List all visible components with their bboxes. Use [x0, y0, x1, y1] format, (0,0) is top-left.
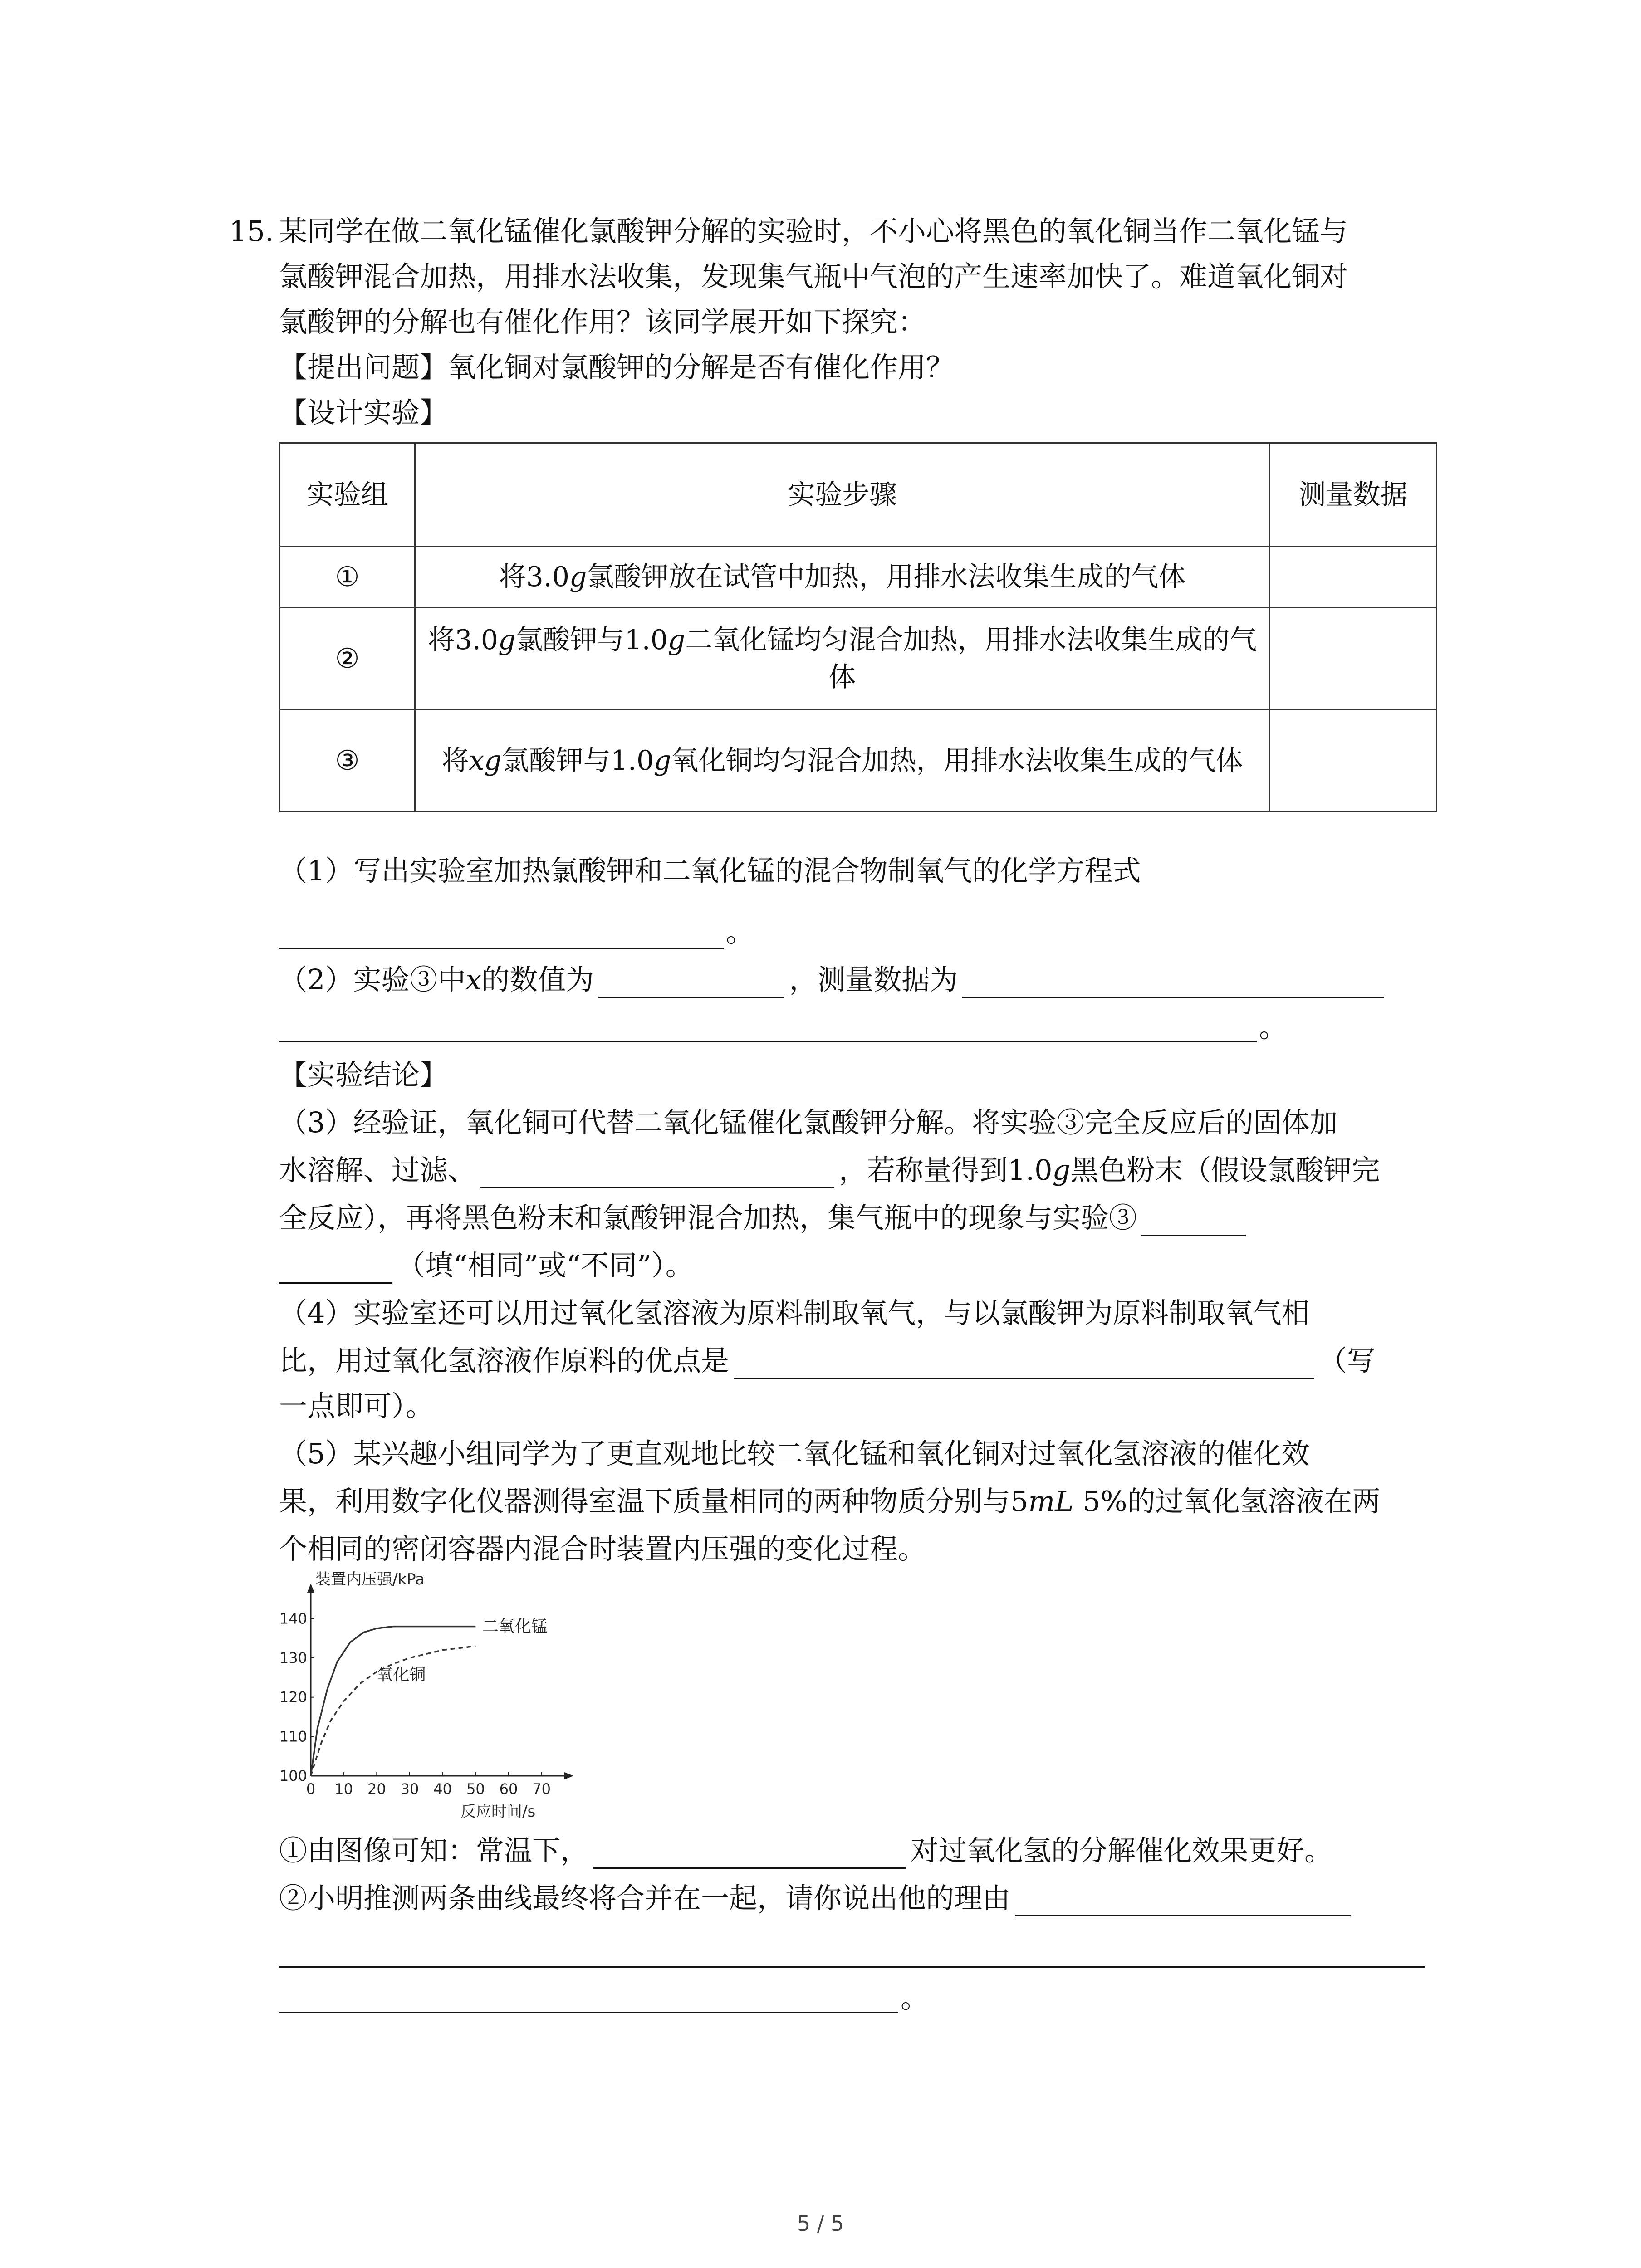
q3-line-1: （3）经验证，氧化铜可代替二氧化锰催化氯酸钾分解。将实验③完全反应后的固体加 [279, 1106, 1338, 1139]
header-data: 测量数据 [1270, 443, 1437, 547]
row-step: 将3.0g氯酸钾与1.0g二氧化锰均匀混合加热，用排水法收集生成的气体 [415, 608, 1270, 710]
q2-end: 。 [1259, 1011, 1288, 1044]
x-tick-label: 50 [466, 1780, 485, 1798]
intro-line-2: 氯酸钾混合加热，用排水法收集，发现集气瓶中气泡的产生速率加快了。难道氧化铜对 [279, 260, 1348, 293]
design-heading: 【设计实验】 [279, 396, 448, 429]
x-axis-label: 反应时间/s [460, 1803, 536, 1821]
q5-reason-blank-line2[interactable] [279, 1966, 1425, 1968]
row-id: ③ [280, 710, 415, 812]
y-tick-label: 110 [279, 1728, 307, 1745]
header-group: 实验组 [280, 443, 415, 547]
intro-line-1: 某同学在做二氧化锰催化氯酸钾分解的实验时，不小心将黑色的氧化铜当作二氧化锰与 [279, 215, 1348, 248]
q1-text: （1）写出实验室加热氯酸钾和二氧化锰的混合物制氧气的化学方程式 [279, 854, 1141, 887]
intro-line-3: 氯酸钾的分解也有催化作用？该同学展开如下探究： [279, 305, 926, 338]
row-data-cell[interactable] [1270, 710, 1437, 812]
x-axis-arrow [564, 1772, 573, 1779]
header-steps: 实验步骤 [415, 443, 1270, 547]
q2-data-blank-line2[interactable] [279, 1041, 1257, 1042]
table-row [280, 710, 1437, 812]
y-tick-label: 100 [279, 1767, 307, 1784]
x-tick-label: 70 [532, 1780, 551, 1798]
q2-data-blank[interactable] [962, 965, 1384, 998]
q3-operation-blank[interactable] [480, 1155, 834, 1188]
row-step: 将3.0g氯酸钾放在试管中加热，用排水法收集生成的气体 [415, 547, 1270, 608]
y-axis-arrow [307, 1584, 314, 1593]
series-label: 氧化铜 [377, 1666, 426, 1684]
q1-answer-blank[interactable] [279, 948, 724, 949]
x-tick-label: 0 [306, 1780, 316, 1798]
pressure-time-chart [272, 1567, 590, 1821]
q4-line-2: 比，用过氧化氢溶液作原料的优点是 （写 [279, 1343, 1375, 1379]
q5-line-1: （5）某兴趣小组同学为了更直观地比较二氧化锰和氧化铜对过氧化氢溶液的催化效 [279, 1437, 1310, 1470]
q3-line-2: 水溶解、过滤、 ，若称量得到1.0g黑色粉末（假设氯酸钾完 [279, 1152, 1380, 1188]
row-id: ① [280, 547, 415, 608]
table-row [280, 608, 1437, 710]
x-tick-label: 30 [400, 1780, 419, 1798]
problem-heading: 【提出问题】氧化铜对氯酸钾的分解是否有催化作用？ [279, 351, 955, 384]
y-tick-label: 120 [279, 1688, 307, 1706]
page-footer: 5 / 5 [797, 2211, 844, 2236]
q3-line-4: （填“相同”或“不同”）。 [279, 1247, 694, 1284]
table-header-row [280, 443, 1437, 547]
question-number: 15. [229, 215, 274, 248]
q5-answer-1: ①由图像可知：常温下， 对过氧化氢的分解催化效果更好。 [279, 1833, 1332, 1869]
q5-catalyst-blank[interactable] [593, 1836, 906, 1869]
q5-reason-blank-line3[interactable] [279, 2012, 898, 2013]
experiment-table [279, 442, 1437, 812]
table-row [280, 547, 1437, 608]
q5-line-2: 果，利用数字化仪器测得室温下质量相同的两种物质分别与5mL 5%的过氧化氢溶液在两 [279, 1485, 1381, 1518]
q1-end: 。 [726, 915, 754, 948]
q3-result-blank[interactable] [1141, 1203, 1246, 1236]
q5-end: 。 [901, 1981, 929, 2014]
conclusion-heading: 【实验结论】 [279, 1058, 448, 1091]
q4-advantage-blank[interactable] [734, 1346, 1314, 1379]
row-step: 将xg氯酸钾与1.0g氧化铜均匀混合加热，用排水法收集生成的气体 [415, 710, 1270, 812]
y-tick-label: 130 [279, 1649, 307, 1667]
y-tick-label: 140 [279, 1610, 307, 1628]
row-data-cell[interactable] [1270, 608, 1437, 710]
q3-line-3: 全反应），再将黑色粉末和氯酸钾混合加热，集气瓶中的现象与实验③ [279, 1200, 1250, 1236]
q5-answer-2: ②小明推测两条曲线最终将合并在一起，请你说出他的理由 [279, 1880, 1355, 1916]
row-data-cell[interactable] [1270, 547, 1437, 608]
x-tick-label: 60 [499, 1780, 518, 1798]
x-tick-label: 40 [433, 1780, 452, 1798]
x-tick-label: 20 [367, 1780, 386, 1798]
q2-line: （2）实验③中x的数值为 ，测量数据为 [279, 962, 1389, 998]
q4-line-3: 一点即可）。 [279, 1389, 434, 1422]
q5-line-3: 个相同的密闭容器内混合时装置内压强的变化过程。 [279, 1532, 926, 1565]
q4-line-1: （4）实验室还可以用过氧化氢溶液为原料制取氧气，与以氯酸钾为原料制取氧气相 [279, 1296, 1310, 1330]
q2-x-blank[interactable] [598, 965, 784, 998]
q5-reason-blank[interactable] [1015, 1883, 1351, 1916]
y-axis-label: 装置内压强/kPa [315, 1570, 425, 1589]
x-tick-label: 10 [334, 1780, 353, 1798]
q3-result-blank-cont[interactable] [279, 1251, 392, 1284]
row-id: ② [280, 608, 415, 710]
series-label: 二氧化锰 [482, 1617, 548, 1636]
